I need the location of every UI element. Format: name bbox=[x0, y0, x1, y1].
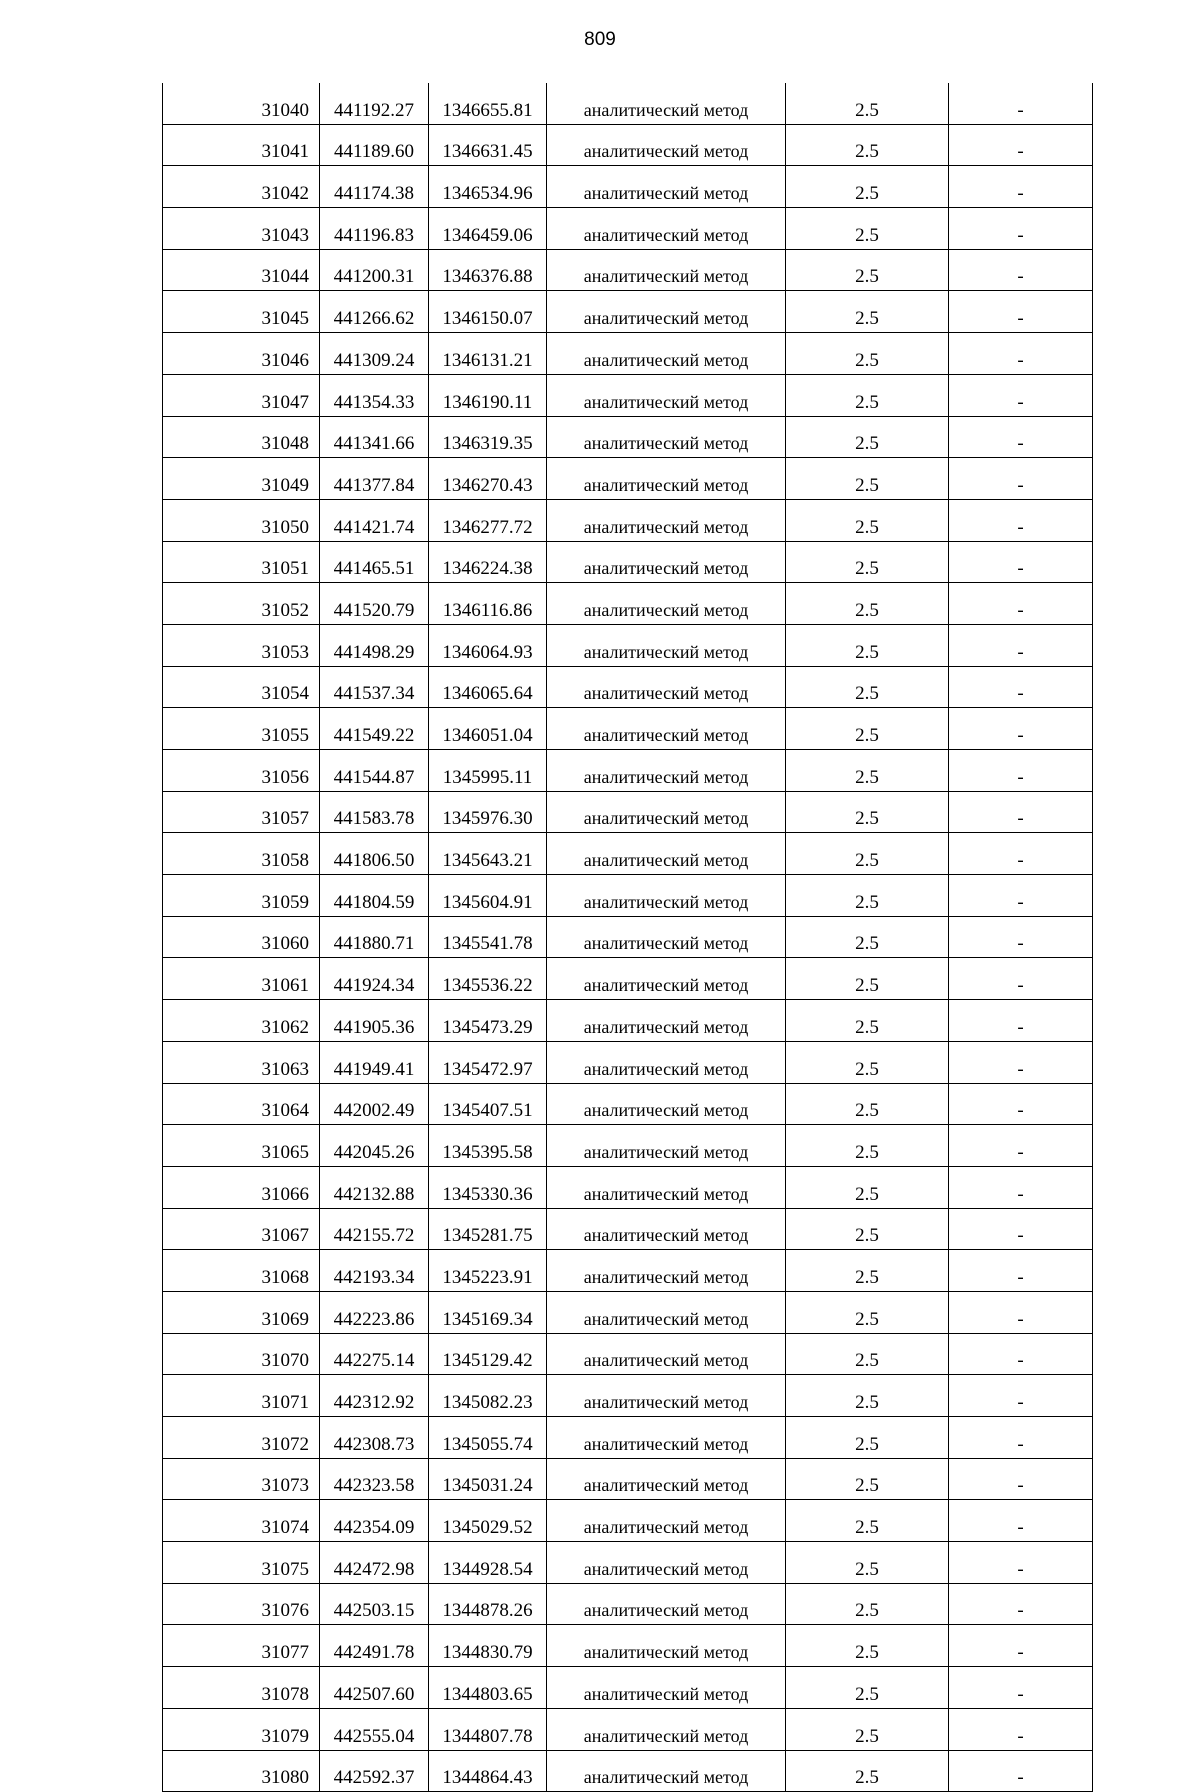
x-coordinate-cell: 442354.09 bbox=[320, 1500, 429, 1542]
method-cell: аналитический метод bbox=[547, 1750, 786, 1792]
description-cell: - bbox=[949, 208, 1093, 250]
table-row bbox=[163, 916, 1093, 958]
x-coordinate-cell: 442132.88 bbox=[320, 1166, 429, 1208]
point-number-cell: 31047 bbox=[163, 374, 320, 416]
method-cell: аналитический метод bbox=[547, 624, 786, 666]
x-coordinate-cell: 441421.74 bbox=[320, 499, 429, 541]
x-coordinate-cell: 441806.50 bbox=[320, 833, 429, 875]
method-cell: аналитический метод bbox=[547, 1500, 786, 1542]
description-cell: - bbox=[949, 499, 1093, 541]
point-number-cell: 31060 bbox=[163, 916, 320, 958]
description-cell: - bbox=[949, 624, 1093, 666]
table-row bbox=[163, 541, 1093, 583]
x-coordinate-cell: 441949.41 bbox=[320, 1041, 429, 1083]
method-cell: аналитический метод bbox=[547, 1333, 786, 1375]
description-cell: - bbox=[949, 1667, 1093, 1709]
table-row bbox=[163, 791, 1093, 833]
table-row bbox=[163, 1125, 1093, 1167]
x-coordinate-cell: 442002.49 bbox=[320, 1083, 429, 1125]
point-number-cell: 31041 bbox=[163, 124, 320, 166]
accuracy-cell: 2.5 bbox=[786, 1083, 949, 1125]
method-cell: аналитический метод bbox=[547, 1667, 786, 1709]
description-cell: - bbox=[949, 1750, 1093, 1792]
method-cell: аналитический метод bbox=[547, 333, 786, 375]
table-row bbox=[163, 1500, 1093, 1542]
page-number: 809 bbox=[584, 29, 616, 50]
table-row bbox=[163, 875, 1093, 917]
y-coordinate-cell: 1344807.78 bbox=[429, 1708, 547, 1750]
accuracy-cell: 2.5 bbox=[786, 1500, 949, 1542]
point-number-cell: 31043 bbox=[163, 208, 320, 250]
x-coordinate-cell: 441880.71 bbox=[320, 916, 429, 958]
accuracy-cell: 2.5 bbox=[786, 541, 949, 583]
accuracy-cell: 2.5 bbox=[786, 166, 949, 208]
y-coordinate-cell: 1346190.11 bbox=[429, 374, 547, 416]
description-cell: - bbox=[949, 374, 1093, 416]
y-coordinate-cell: 1346270.43 bbox=[429, 458, 547, 500]
table-row bbox=[163, 1417, 1093, 1459]
method-cell: аналитический метод bbox=[547, 1375, 786, 1417]
y-coordinate-cell: 1346131.21 bbox=[429, 333, 547, 375]
table-row bbox=[163, 583, 1093, 625]
x-coordinate-cell: 442193.34 bbox=[320, 1250, 429, 1292]
accuracy-cell: 2.5 bbox=[786, 791, 949, 833]
description-cell: - bbox=[949, 1041, 1093, 1083]
method-cell: аналитический метод bbox=[547, 291, 786, 333]
point-number-cell: 31046 bbox=[163, 333, 320, 375]
description-cell: - bbox=[949, 249, 1093, 291]
method-cell: аналитический метод bbox=[547, 374, 786, 416]
point-number-cell: 31079 bbox=[163, 1708, 320, 1750]
accuracy-cell: 2.5 bbox=[786, 458, 949, 500]
table-row bbox=[163, 1750, 1093, 1792]
accuracy-cell: 2.5 bbox=[786, 916, 949, 958]
table-row bbox=[163, 333, 1093, 375]
accuracy-cell: 2.5 bbox=[786, 1250, 949, 1292]
point-number-cell: 31052 bbox=[163, 583, 320, 625]
method-cell: аналитический метод bbox=[547, 1291, 786, 1333]
accuracy-cell: 2.5 bbox=[786, 1583, 949, 1625]
point-number-cell: 31051 bbox=[163, 541, 320, 583]
description-cell: - bbox=[949, 124, 1093, 166]
method-cell: аналитический метод bbox=[547, 83, 786, 124]
method-cell: аналитический метод bbox=[547, 1417, 786, 1459]
accuracy-cell: 2.5 bbox=[786, 333, 949, 375]
y-coordinate-cell: 1344878.26 bbox=[429, 1583, 547, 1625]
table-row bbox=[163, 666, 1093, 708]
table-row bbox=[163, 1542, 1093, 1584]
description-cell: - bbox=[949, 541, 1093, 583]
description-cell: - bbox=[949, 708, 1093, 750]
x-coordinate-cell: 442155.72 bbox=[320, 1208, 429, 1250]
description-cell: - bbox=[949, 416, 1093, 458]
description-cell: - bbox=[949, 333, 1093, 375]
point-number-cell: 31080 bbox=[163, 1750, 320, 1792]
description-cell: - bbox=[949, 458, 1093, 500]
x-coordinate-cell: 441377.84 bbox=[320, 458, 429, 500]
accuracy-cell: 2.5 bbox=[786, 1208, 949, 1250]
accuracy-cell: 2.5 bbox=[786, 958, 949, 1000]
description-cell: - bbox=[949, 1708, 1093, 1750]
x-coordinate-cell: 441924.34 bbox=[320, 958, 429, 1000]
method-cell: аналитический метод bbox=[547, 1208, 786, 1250]
method-cell: аналитический метод bbox=[547, 416, 786, 458]
point-number-cell: 31075 bbox=[163, 1542, 320, 1584]
accuracy-cell: 2.5 bbox=[786, 1667, 949, 1709]
table-row bbox=[163, 1166, 1093, 1208]
point-number-cell: 31054 bbox=[163, 666, 320, 708]
method-cell: аналитический метод bbox=[547, 124, 786, 166]
accuracy-cell: 2.5 bbox=[786, 666, 949, 708]
y-coordinate-cell: 1345169.34 bbox=[429, 1291, 547, 1333]
accuracy-cell: 2.5 bbox=[786, 1041, 949, 1083]
accuracy-cell: 2.5 bbox=[786, 1333, 949, 1375]
x-coordinate-cell: 441341.66 bbox=[320, 416, 429, 458]
method-cell: аналитический метод bbox=[547, 1083, 786, 1125]
table-row bbox=[163, 750, 1093, 792]
method-cell: аналитический метод bbox=[547, 1542, 786, 1584]
table-row bbox=[163, 249, 1093, 291]
x-coordinate-cell: 441804.59 bbox=[320, 875, 429, 917]
point-number-cell: 31055 bbox=[163, 708, 320, 750]
point-number-cell: 31076 bbox=[163, 1583, 320, 1625]
method-cell: аналитический метод bbox=[547, 1625, 786, 1667]
y-coordinate-cell: 1344830.79 bbox=[429, 1625, 547, 1667]
table-row bbox=[163, 1375, 1093, 1417]
x-coordinate-cell: 442472.98 bbox=[320, 1542, 429, 1584]
x-coordinate-cell: 441200.31 bbox=[320, 249, 429, 291]
x-coordinate-cell: 441544.87 bbox=[320, 750, 429, 792]
point-number-cell: 31056 bbox=[163, 750, 320, 792]
method-cell: аналитический метод bbox=[547, 166, 786, 208]
x-coordinate-cell: 441498.29 bbox=[320, 624, 429, 666]
method-cell: аналитический метод bbox=[547, 1125, 786, 1167]
x-coordinate-cell: 442592.37 bbox=[320, 1750, 429, 1792]
accuracy-cell: 2.5 bbox=[786, 583, 949, 625]
method-cell: аналитический метод bbox=[547, 249, 786, 291]
description-cell: - bbox=[949, 1375, 1093, 1417]
point-number-cell: 31072 bbox=[163, 1417, 320, 1459]
y-coordinate-cell: 1345472.97 bbox=[429, 1041, 547, 1083]
method-cell: аналитический метод bbox=[547, 1708, 786, 1750]
method-cell: аналитический метод bbox=[547, 541, 786, 583]
x-coordinate-cell: 441549.22 bbox=[320, 708, 429, 750]
point-number-cell: 31063 bbox=[163, 1041, 320, 1083]
accuracy-cell: 2.5 bbox=[786, 1375, 949, 1417]
description-cell: - bbox=[949, 583, 1093, 625]
table-row bbox=[163, 1000, 1093, 1042]
y-coordinate-cell: 1346064.93 bbox=[429, 624, 547, 666]
point-number-cell: 31053 bbox=[163, 624, 320, 666]
table-row bbox=[163, 1625, 1093, 1667]
x-coordinate-cell: 442045.26 bbox=[320, 1125, 429, 1167]
y-coordinate-cell: 1345473.29 bbox=[429, 1000, 547, 1042]
description-cell: - bbox=[949, 1000, 1093, 1042]
accuracy-cell: 2.5 bbox=[786, 1417, 949, 1459]
y-coordinate-cell: 1346277.72 bbox=[429, 499, 547, 541]
y-coordinate-cell: 1345082.23 bbox=[429, 1375, 547, 1417]
y-coordinate-cell: 1346319.35 bbox=[429, 416, 547, 458]
table-row bbox=[163, 83, 1093, 124]
table-row bbox=[163, 374, 1093, 416]
table-row bbox=[163, 1458, 1093, 1500]
table-row bbox=[163, 833, 1093, 875]
description-cell: - bbox=[949, 750, 1093, 792]
method-cell: аналитический метод bbox=[547, 1166, 786, 1208]
point-number-cell: 31073 bbox=[163, 1458, 320, 1500]
accuracy-cell: 2.5 bbox=[786, 875, 949, 917]
point-number-cell: 31057 bbox=[163, 791, 320, 833]
x-coordinate-cell: 442308.73 bbox=[320, 1417, 429, 1459]
point-number-cell: 31077 bbox=[163, 1625, 320, 1667]
accuracy-cell: 2.5 bbox=[786, 1542, 949, 1584]
y-coordinate-cell: 1344803.65 bbox=[429, 1667, 547, 1709]
point-number-cell: 31067 bbox=[163, 1208, 320, 1250]
description-cell: - bbox=[949, 791, 1093, 833]
y-coordinate-cell: 1346224.38 bbox=[429, 541, 547, 583]
description-cell: - bbox=[949, 1291, 1093, 1333]
accuracy-cell: 2.5 bbox=[786, 499, 949, 541]
y-coordinate-cell: 1345031.24 bbox=[429, 1458, 547, 1500]
table-row bbox=[163, 624, 1093, 666]
accuracy-cell: 2.5 bbox=[786, 374, 949, 416]
y-coordinate-cell: 1345129.42 bbox=[429, 1333, 547, 1375]
y-coordinate-cell: 1346631.45 bbox=[429, 124, 547, 166]
table-row bbox=[163, 1708, 1093, 1750]
method-cell: аналитический метод bbox=[547, 1000, 786, 1042]
method-cell: аналитический метод bbox=[547, 583, 786, 625]
y-coordinate-cell: 1345330.36 bbox=[429, 1166, 547, 1208]
method-cell: аналитический метод bbox=[547, 708, 786, 750]
table-row bbox=[163, 208, 1093, 250]
y-coordinate-cell: 1346655.81 bbox=[429, 83, 547, 124]
x-coordinate-cell: 441537.34 bbox=[320, 666, 429, 708]
point-number-cell: 31048 bbox=[163, 416, 320, 458]
description-cell: - bbox=[949, 1583, 1093, 1625]
table-row bbox=[163, 958, 1093, 1000]
table-row bbox=[163, 1083, 1093, 1125]
accuracy-cell: 2.5 bbox=[786, 1125, 949, 1167]
y-coordinate-cell: 1345541.78 bbox=[429, 916, 547, 958]
description-cell: - bbox=[949, 1625, 1093, 1667]
x-coordinate-cell: 442223.86 bbox=[320, 1291, 429, 1333]
table-row bbox=[163, 1667, 1093, 1709]
y-coordinate-cell: 1346150.07 bbox=[429, 291, 547, 333]
x-coordinate-cell: 442275.14 bbox=[320, 1333, 429, 1375]
description-cell: - bbox=[949, 666, 1093, 708]
x-coordinate-cell: 441583.78 bbox=[320, 791, 429, 833]
y-coordinate-cell: 1344864.43 bbox=[429, 1750, 547, 1792]
x-coordinate-cell: 442503.15 bbox=[320, 1583, 429, 1625]
description-cell: - bbox=[949, 1458, 1093, 1500]
table-row bbox=[163, 416, 1093, 458]
y-coordinate-cell: 1345055.74 bbox=[429, 1417, 547, 1459]
x-coordinate-cell: 442507.60 bbox=[320, 1667, 429, 1709]
description-cell: - bbox=[949, 83, 1093, 124]
point-number-cell: 31050 bbox=[163, 499, 320, 541]
method-cell: аналитический метод bbox=[547, 1250, 786, 1292]
table-row bbox=[163, 1041, 1093, 1083]
y-coordinate-cell: 1345995.11 bbox=[429, 750, 547, 792]
x-coordinate-cell: 441354.33 bbox=[320, 374, 429, 416]
accuracy-cell: 2.5 bbox=[786, 124, 949, 166]
point-number-cell: 31065 bbox=[163, 1125, 320, 1167]
y-coordinate-cell: 1346459.06 bbox=[429, 208, 547, 250]
method-cell: аналитический метод bbox=[547, 833, 786, 875]
accuracy-cell: 2.5 bbox=[786, 249, 949, 291]
point-number-cell: 31066 bbox=[163, 1166, 320, 1208]
coordinates-table bbox=[162, 83, 1093, 1792]
accuracy-cell: 2.5 bbox=[786, 624, 949, 666]
y-coordinate-cell: 1345395.58 bbox=[429, 1125, 547, 1167]
table-body bbox=[163, 83, 1093, 1792]
description-cell: - bbox=[949, 1417, 1093, 1459]
description-cell: - bbox=[949, 166, 1093, 208]
y-coordinate-cell: 1345223.91 bbox=[429, 1250, 547, 1292]
x-coordinate-cell: 441465.51 bbox=[320, 541, 429, 583]
accuracy-cell: 2.5 bbox=[786, 416, 949, 458]
table-row bbox=[163, 124, 1093, 166]
point-number-cell: 31064 bbox=[163, 1083, 320, 1125]
y-coordinate-cell: 1345643.21 bbox=[429, 833, 547, 875]
point-number-cell: 31042 bbox=[163, 166, 320, 208]
accuracy-cell: 2.5 bbox=[786, 750, 949, 792]
description-cell: - bbox=[949, 833, 1093, 875]
y-coordinate-cell: 1345976.30 bbox=[429, 791, 547, 833]
table-row bbox=[163, 708, 1093, 750]
description-cell: - bbox=[949, 1333, 1093, 1375]
description-cell: - bbox=[949, 1208, 1093, 1250]
x-coordinate-cell: 441192.27 bbox=[320, 83, 429, 124]
x-coordinate-cell: 441189.60 bbox=[320, 124, 429, 166]
method-cell: аналитический метод bbox=[547, 666, 786, 708]
y-coordinate-cell: 1346051.04 bbox=[429, 708, 547, 750]
accuracy-cell: 2.5 bbox=[786, 1166, 949, 1208]
method-cell: аналитический метод bbox=[547, 916, 786, 958]
table-row bbox=[163, 458, 1093, 500]
y-coordinate-cell: 1346116.86 bbox=[429, 583, 547, 625]
y-coordinate-cell: 1345281.75 bbox=[429, 1208, 547, 1250]
accuracy-cell: 2.5 bbox=[786, 208, 949, 250]
table-row bbox=[163, 291, 1093, 333]
method-cell: аналитический метод bbox=[547, 1583, 786, 1625]
method-cell: аналитический метод bbox=[547, 791, 786, 833]
table-row bbox=[163, 499, 1093, 541]
description-cell: - bbox=[949, 1250, 1093, 1292]
point-number-cell: 31040 bbox=[163, 83, 320, 124]
y-coordinate-cell: 1346376.88 bbox=[429, 249, 547, 291]
method-cell: аналитический метод bbox=[547, 1458, 786, 1500]
description-cell: - bbox=[949, 1166, 1093, 1208]
y-coordinate-cell: 1346534.96 bbox=[429, 166, 547, 208]
method-cell: аналитический метод bbox=[547, 750, 786, 792]
x-coordinate-cell: 441905.36 bbox=[320, 1000, 429, 1042]
description-cell: - bbox=[949, 916, 1093, 958]
accuracy-cell: 2.5 bbox=[786, 1458, 949, 1500]
point-number-cell: 31069 bbox=[163, 1291, 320, 1333]
description-cell: - bbox=[949, 1542, 1093, 1584]
point-number-cell: 31078 bbox=[163, 1667, 320, 1709]
point-number-cell: 31061 bbox=[163, 958, 320, 1000]
x-coordinate-cell: 441174.38 bbox=[320, 166, 429, 208]
description-cell: - bbox=[949, 1125, 1093, 1167]
point-number-cell: 31045 bbox=[163, 291, 320, 333]
y-coordinate-cell: 1344928.54 bbox=[429, 1542, 547, 1584]
y-coordinate-cell: 1345407.51 bbox=[429, 1083, 547, 1125]
description-cell: - bbox=[949, 1500, 1093, 1542]
x-coordinate-cell: 441196.83 bbox=[320, 208, 429, 250]
method-cell: аналитический метод bbox=[547, 458, 786, 500]
y-coordinate-cell: 1346065.64 bbox=[429, 666, 547, 708]
point-number-cell: 31070 bbox=[163, 1333, 320, 1375]
description-cell: - bbox=[949, 958, 1093, 1000]
point-number-cell: 31058 bbox=[163, 833, 320, 875]
point-number-cell: 31071 bbox=[163, 1375, 320, 1417]
x-coordinate-cell: 442491.78 bbox=[320, 1625, 429, 1667]
method-cell: аналитический метод bbox=[547, 208, 786, 250]
x-coordinate-cell: 442323.58 bbox=[320, 1458, 429, 1500]
method-cell: аналитический метод bbox=[547, 1041, 786, 1083]
point-number-cell: 31068 bbox=[163, 1250, 320, 1292]
x-coordinate-cell: 442312.92 bbox=[320, 1375, 429, 1417]
description-cell: - bbox=[949, 1083, 1093, 1125]
y-coordinate-cell: 1345604.91 bbox=[429, 875, 547, 917]
point-number-cell: 31049 bbox=[163, 458, 320, 500]
accuracy-cell: 2.5 bbox=[786, 1000, 949, 1042]
table-row bbox=[163, 1208, 1093, 1250]
accuracy-cell: 2.5 bbox=[786, 1291, 949, 1333]
description-cell: - bbox=[949, 291, 1093, 333]
x-coordinate-cell: 442555.04 bbox=[320, 1708, 429, 1750]
point-number-cell: 31074 bbox=[163, 1500, 320, 1542]
table-row bbox=[163, 1250, 1093, 1292]
table-row bbox=[163, 1583, 1093, 1625]
accuracy-cell: 2.5 bbox=[786, 833, 949, 875]
method-cell: аналитический метод bbox=[547, 499, 786, 541]
point-number-cell: 31059 bbox=[163, 875, 320, 917]
table-row bbox=[163, 1291, 1093, 1333]
description-cell: - bbox=[949, 875, 1093, 917]
point-number-cell: 31062 bbox=[163, 1000, 320, 1042]
y-coordinate-cell: 1345536.22 bbox=[429, 958, 547, 1000]
accuracy-cell: 2.5 bbox=[786, 1708, 949, 1750]
x-coordinate-cell: 441266.62 bbox=[320, 291, 429, 333]
accuracy-cell: 2.5 bbox=[786, 291, 949, 333]
accuracy-cell: 2.5 bbox=[786, 1625, 949, 1667]
method-cell: аналитический метод bbox=[547, 958, 786, 1000]
accuracy-cell: 2.5 bbox=[786, 1750, 949, 1792]
table-row bbox=[163, 166, 1093, 208]
accuracy-cell: 2.5 bbox=[786, 708, 949, 750]
x-coordinate-cell: 441309.24 bbox=[320, 333, 429, 375]
y-coordinate-cell: 1345029.52 bbox=[429, 1500, 547, 1542]
x-coordinate-cell: 441520.79 bbox=[320, 583, 429, 625]
method-cell: аналитический метод bbox=[547, 875, 786, 917]
point-number-cell: 31044 bbox=[163, 249, 320, 291]
accuracy-cell: 2.5 bbox=[786, 83, 949, 124]
table-row bbox=[163, 1333, 1093, 1375]
